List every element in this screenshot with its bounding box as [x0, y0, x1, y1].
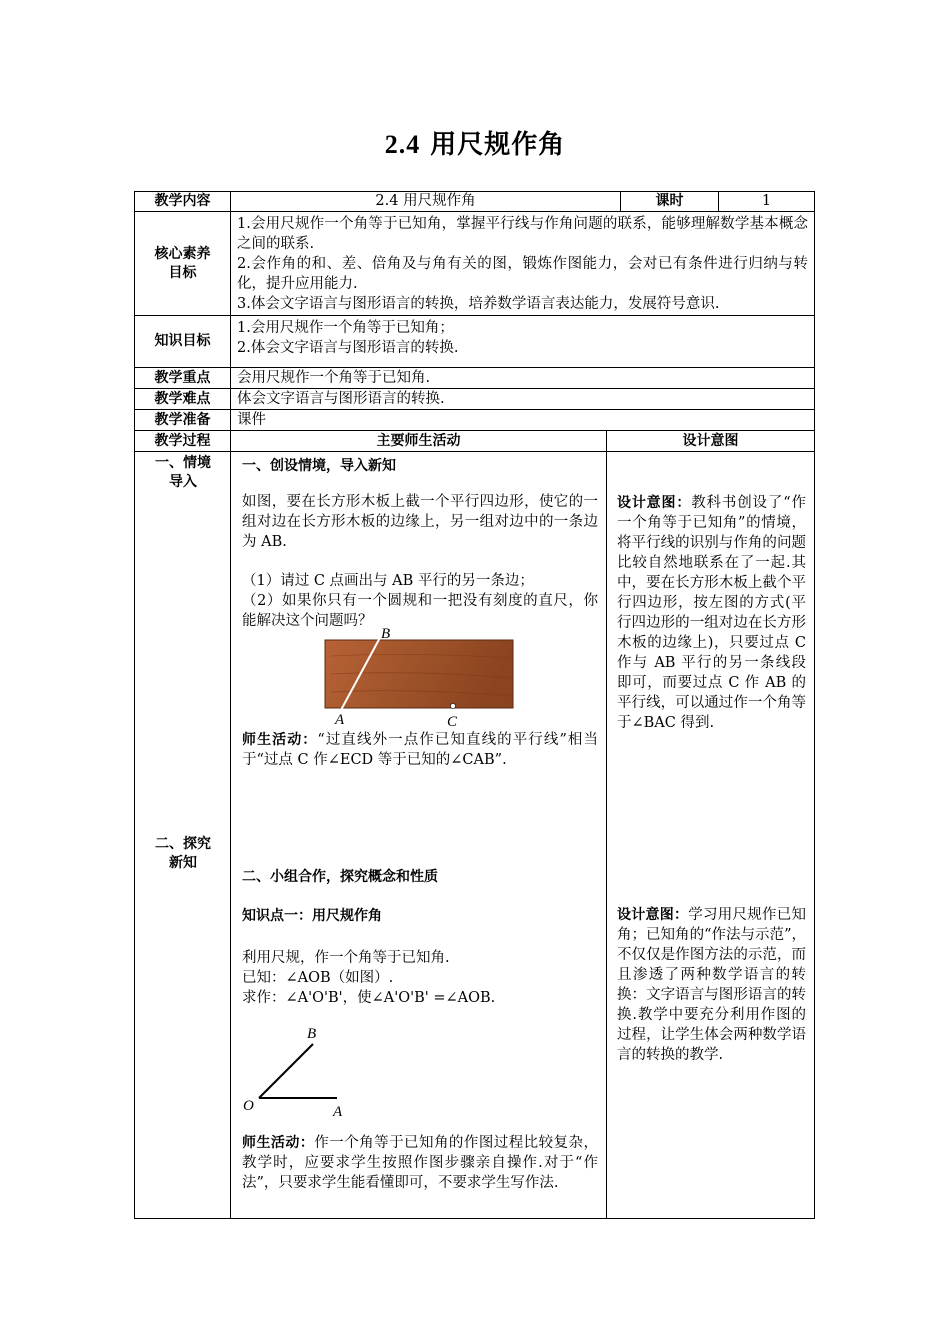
- stage-1: 一、情境导入: [155, 455, 211, 490]
- wood-board-figure: [311, 626, 531, 730]
- stage-2: 二、探究新知: [155, 836, 211, 871]
- core-goal-2: 2.会作角的和、差、倍角及与角有关的图，锻炼作图能力，会对已有条件进行归纳与转化，提升应用能力.: [237, 256, 808, 292]
- section1-heading: 一、创设情境，导入新知: [242, 458, 396, 474]
- process-header-activity: 主要师生活动: [230, 430, 607, 452]
- label-a: A: [335, 712, 345, 728]
- content-value: 2.4 用尺规作角: [230, 191, 621, 212]
- core-goal-3: 3.体会文字语言与图形语言的转换，培养数学语言表达能力，发展符号意识.: [237, 296, 720, 312]
- page-title: 2.4 用尺规作角: [384, 130, 566, 160]
- period-value: 1: [718, 191, 815, 212]
- period-label: 课时: [620, 191, 719, 212]
- stage-column: [134, 451, 231, 1219]
- section2-line1: 利用尺规，作一个角等于已知角.: [242, 950, 450, 966]
- section2-given: 已知：∠AOB（如图）.: [242, 970, 394, 986]
- ray-ob: [259, 1044, 313, 1098]
- label-b: B: [307, 1026, 317, 1042]
- core-goal-1: 1.会用尺规作一个角等于已知角，掌握平行线与作角问题的联系，能够理解数学基本概念之间的联系.: [237, 216, 808, 252]
- difficulty-label: 教学难点: [134, 388, 231, 410]
- section2-heading: 二、小组合作，探究概念和性质: [242, 869, 438, 885]
- label-b: B: [381, 626, 391, 642]
- content-label: 教学内容: [134, 191, 231, 212]
- section2-activity: 师生活动：作一个角等于已知角的作图过程比较复杂，教学时，应要求学生按照作图步骤亲自操作.对于“作法”，只要求学生能看懂即可，不要求学生写作法.: [242, 1135, 599, 1191]
- label-c: C: [447, 714, 458, 730]
- core-label: 核心素养目标: [134, 211, 231, 316]
- preparation-label: 教学准备: [134, 409, 231, 431]
- activity-column: [230, 451, 607, 1219]
- core-goals: [230, 211, 815, 316]
- design-column: [606, 451, 815, 1219]
- design-intent-1: 设计意图：教科书创设了“作一个角等于已知角”的情境，将平行线的识别与作角的问题比较自然地联系在了一起.其中，要在长方形木板上截个平行四边形，按左图的方式(平行四边形的一组对边在长方形木板的边缘上)，只要过点 C 作与 AB 平行的另一条线段即可，而要过点 C 作 AB 的平行线，可以通过作一个角等于∠BAC 得到.: [617, 495, 806, 731]
- key-point-label: 教学重点: [134, 367, 231, 389]
- section1-q2: （2）如果你只有一个圆规和一把没有刻度的直尺，你能解决这个问题吗？: [242, 593, 598, 629]
- knowledge-goal-1: 1.会用尺规作一个角等于已知角；: [237, 320, 454, 336]
- preparation-value: 课件: [230, 409, 815, 431]
- process-header-design: 设计意图: [606, 430, 815, 452]
- section1-activity: 师生活动：“过直线外一点作已知直线的平行线”相当于“过点 C 作∠ECD 等于已知的∠CAB”.: [242, 732, 599, 768]
- label-o: O: [243, 1098, 254, 1114]
- knowledge-point-heading: 知识点一：用尺规作角: [242, 908, 382, 924]
- key-point-value: 会用尺规作一个角等于已知角.: [230, 367, 815, 389]
- process-header-stage: 教学过程: [134, 430, 231, 452]
- section2-construct: 求作：∠A'O'B'，使∠A'O'B' =∠AOB.: [242, 990, 496, 1006]
- angle-aob-figure: [239, 1022, 369, 1122]
- knowledge-goal-2: 2.体会文字语言与图形语言的转换.: [237, 340, 459, 356]
- section1-intro: 如图，要在长方形木板上截一个平行四边形，使它的一组对边在长方形木板的边缘上，另一组对边中的一条边为 AB.: [242, 494, 598, 550]
- label-a: A: [333, 1104, 343, 1120]
- point-c: [450, 703, 455, 708]
- section1-q1: （1）请过 C 点画出与 AB 平行的另一条边；: [242, 573, 534, 589]
- design-intent-2: 设计意图：学习用尺规作已知角；已知角的“作法与示范”，不仅仅是作图方法的示范，而且渗透了两种数学语言的转换：文字语言与图形语言的转换.教学中要充分利用作图的过程，让学生体会两种数学语言的转换的教学.: [617, 907, 806, 1063]
- wood-board: [325, 640, 513, 708]
- knowledge-label: 知识目标: [134, 315, 231, 368]
- knowledge-goals: [230, 315, 815, 368]
- difficulty-value: 体会文字语言与图形语言的转换.: [230, 388, 815, 410]
